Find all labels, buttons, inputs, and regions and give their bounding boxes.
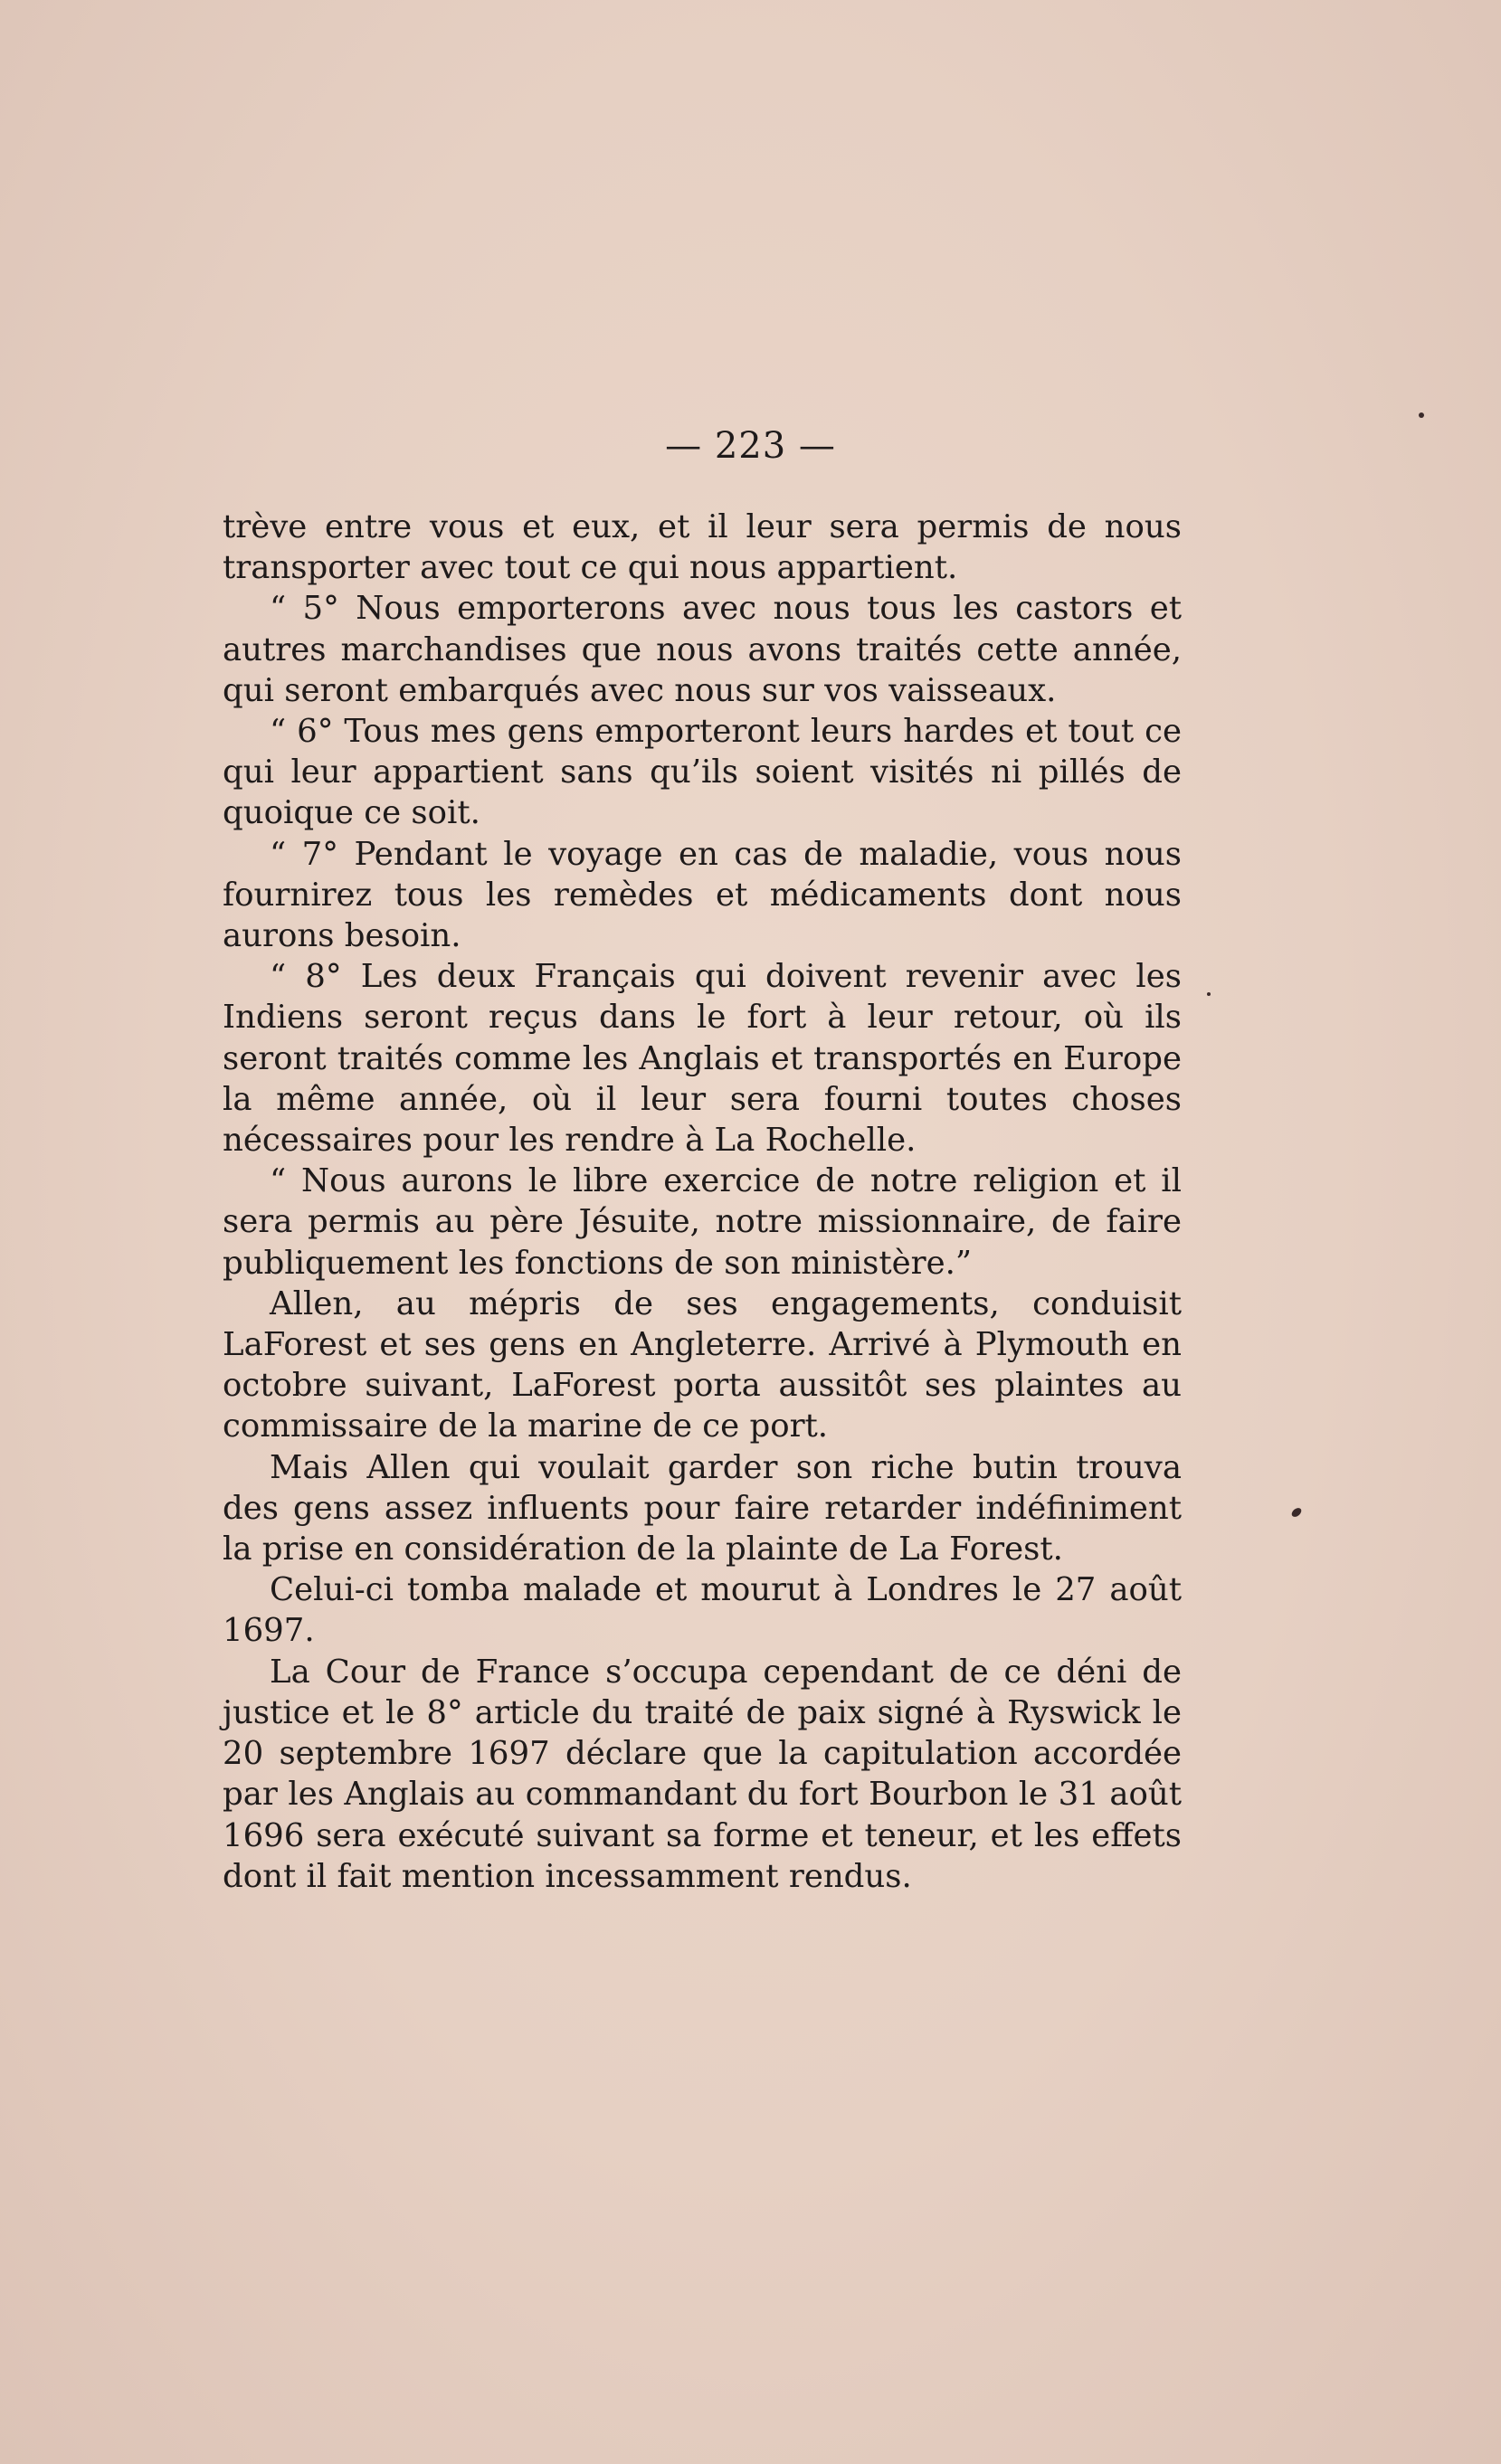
paragraph: “ 8° Les deux Français qui doivent revenir avec les Indiens seront reçus dans le fort à leur retour, où ils seront traités comme les Anglais et transportés en Europe la même année, où il leur sera fourni toutes choses nécessaires pour les rendre à La Rochelle.: [223, 958, 1182, 1160]
page-number: — 223 —: [665, 425, 836, 467]
paragraph: La Cour de France s’occupa cependant de ce déni de justice et le 8° article du traité de paix signé à Ryswick le 20 septembre 1697 déclare que la capitulation accordée par les Anglais au commandant du fort Bourbon le 31 août 1696 sera exécuté suivant sa forme et teneur, et les effets dont il fait mention incessamment rendus.: [223, 1653, 1182, 1895]
ink-speck: [1419, 412, 1424, 418]
paragraph: “ 5° Nous emporterons avec nous tous les castors et autres marchandises que nous avons traités cette année, qui seront embarqués avec nous sur vos vaisseaux.: [223, 590, 1182, 709]
ink-speck: [1290, 1506, 1303, 1519]
paragraph: Celui-ci tomba malade et mourut à Londres le 27 août 1697.: [223, 1571, 1182, 1650]
paragraph: Mais Allen qui voulait garder son riche butin trouva des gens assez influents pour faire retarder indéfiniment la prise en considération de la plainte de La Forest.: [223, 1448, 1182, 1568]
body-text: [223, 507, 1182, 1897]
paragraph: “ Nous aurons le libre exercice de notre religion et il sera permis au père Jésuite, notre missionnaire, de faire publiquement les fonctions de son ministère.”: [223, 1162, 1182, 1282]
paragraph: “ 7° Pendant le voyage en cas de maladie, vous nous fournirez tous les remèdes et médicaments dont nous aurons besoin.: [223, 835, 1182, 955]
paragraph: Allen, au mépris de ses engagements, conduisit LaForest et ses gens en Angleterre. Arrivé à Plymouth en octobre suivant, LaForest porta aussitôt ses plaintes au commissaire de la marine de ce port.: [223, 1284, 1182, 1445]
ink-speck: [1207, 992, 1211, 996]
paragraph: “ 6° Tous mes gens emporteront leurs hardes et tout ce qui leur appartient sans qu’ils soient visités ni pillés de quoique ce soit.: [223, 713, 1182, 832]
paragraph: trève entre vous et eux, et il leur sera permis de nous transporter avec tout ce qui nous appartient.: [223, 508, 1182, 587]
